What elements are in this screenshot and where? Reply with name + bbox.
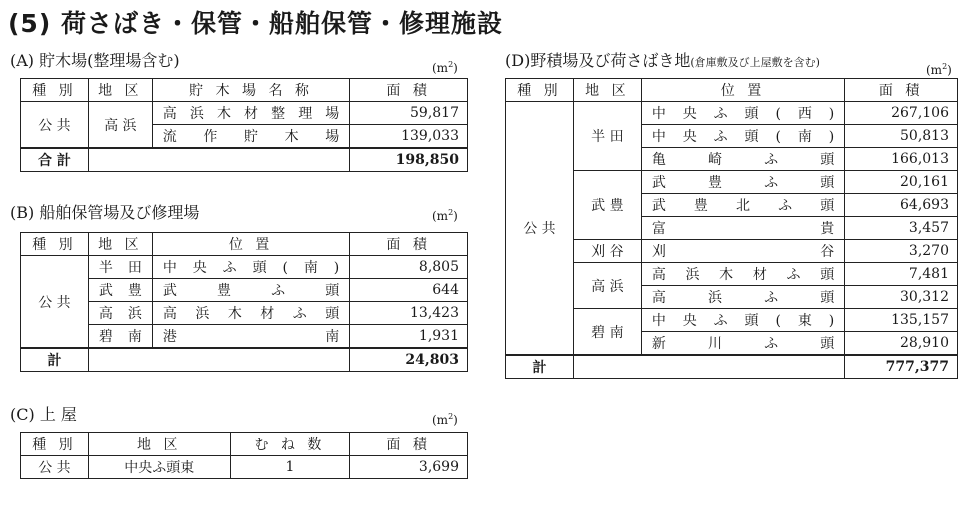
district-cell: 高 浜 [88, 302, 152, 325]
unit-label-c: $(m^2)$ [432, 412, 458, 427]
area-cell: 3,699 [350, 456, 468, 479]
section-a-title: (A) 貯木場(整理場含む) [10, 51, 180, 70]
table-row [506, 263, 958, 286]
col-type: 種 別 [21, 433, 89, 456]
location-cell: 武豊ふ頭 [641, 171, 844, 194]
table-d [505, 78, 958, 379]
area-cell: 30,312 [845, 286, 958, 309]
district-cell: 半 田 [88, 256, 152, 279]
col-area: 面 積 [350, 433, 468, 456]
location-cell: 武豊北ふ頭 [641, 194, 844, 217]
area-cell: 64,693 [845, 194, 958, 217]
location-cell: 港南 [152, 325, 349, 349]
area-cell: 139,033 [350, 125, 468, 149]
col-location: 位 置 [641, 79, 844, 102]
area-cell: 644 [350, 279, 468, 302]
area-cell: 1,931 [350, 325, 468, 349]
area-cell: 28,910 [845, 332, 958, 356]
col-district: 地 区 [88, 233, 152, 256]
page-title: (5) 荷さばき・保管・船舶保管・修理施設 [8, 9, 503, 38]
table-row [506, 102, 958, 125]
col-district: 地 区 [88, 433, 230, 456]
district-cell: 武 豊 [88, 279, 152, 302]
total-row [506, 355, 958, 379]
location-cell: 高浜木材ふ頭 [152, 302, 349, 325]
name-cell: 流作貯木場 [152, 125, 350, 149]
table-d-header [506, 79, 958, 102]
type-cell: 公 共 [21, 256, 89, 349]
location-cell: 富貴 [641, 217, 844, 240]
col-type: 種 別 [21, 79, 89, 102]
col-location: 位 置 [152, 233, 349, 256]
location-cell: 武豊ふ頭 [152, 279, 349, 302]
total-row [21, 148, 468, 172]
section-d-subtitle: (倉庫敷及び上屋敷を含む) [690, 56, 820, 69]
location-cell: 中央ふ頭(東) [641, 309, 844, 332]
location-cell: 高浜ふ頭 [641, 286, 844, 309]
unit-label-b: $(m^2)$ [432, 208, 458, 223]
unit-label-a: $(m^2)$ [432, 60, 458, 75]
total-row [21, 348, 468, 372]
location-cell: 中央ふ頭(南) [641, 125, 844, 148]
section-c-title: (C) 上 屋 [10, 405, 77, 424]
type-cell: 公 共 [506, 102, 574, 356]
table-row [506, 240, 958, 263]
col-district: 地 区 [88, 79, 152, 102]
count-cell: 1 [230, 456, 350, 479]
table-row [506, 309, 958, 332]
district-cell: 高 浜 [88, 102, 152, 149]
area-cell: 3,270 [845, 240, 958, 263]
area-cell: 166,013 [845, 148, 958, 171]
location-cell: 高浜木材ふ頭 [641, 263, 844, 286]
location-cell: 亀崎ふ頭 [641, 148, 844, 171]
location-cell: 新川ふ頭 [641, 332, 844, 356]
district-cell: 刈 谷 [573, 240, 641, 263]
col-area: 面 積 [845, 79, 958, 102]
district-cell: 半 田 [573, 102, 641, 171]
col-district: 地 区 [573, 79, 641, 102]
district-cell: 中央ふ頭東 [88, 456, 230, 479]
table-row [21, 256, 468, 279]
area-cell: 13,423 [350, 302, 468, 325]
col-count: む ね 数 [230, 433, 350, 456]
table-a [20, 78, 468, 172]
table-row [506, 171, 958, 194]
table-row [21, 102, 468, 125]
location-cell: 刈谷 [641, 240, 844, 263]
total-label: 合 計 [21, 148, 89, 172]
total-label: 計 [506, 355, 574, 379]
total-value: 777,377 [845, 355, 958, 379]
table-b [20, 232, 468, 372]
table-b-header [21, 233, 468, 256]
col-name: 貯 木 場 名 称 [152, 79, 350, 102]
total-value: 198,850 [350, 148, 468, 172]
area-cell: 59,817 [350, 102, 468, 125]
total-label: 計 [21, 348, 89, 372]
unit-label-d: $(m^2)$ [926, 62, 952, 77]
area-cell: 135,157 [845, 309, 958, 332]
table-row [21, 279, 468, 302]
table-c-header [21, 433, 468, 456]
area-cell: 8,805 [350, 256, 468, 279]
area-cell: 20,161 [845, 171, 958, 194]
area-cell: 50,813 [845, 125, 958, 148]
type-cell: 公 共 [21, 102, 89, 149]
area-cell: 3,457 [845, 217, 958, 240]
table-row [21, 325, 468, 349]
total-value: 24,803 [350, 348, 468, 372]
col-area: 面 積 [350, 233, 468, 256]
col-area: 面 積 [350, 79, 468, 102]
name-cell: 高浜木材整理場 [152, 102, 350, 125]
type-cell: 公 共 [21, 456, 89, 479]
location-cell: 中央ふ頭(西) [641, 102, 844, 125]
area-cell: 267,106 [845, 102, 958, 125]
table-c [20, 432, 468, 479]
district-cell: 碧 南 [88, 325, 152, 349]
section-d-title: (D)野積場及び荷さばき地(倉庫敷及び上屋敷を含む) [505, 51, 820, 70]
location-cell: 中央ふ頭(南) [152, 256, 349, 279]
section-b-title: (B) 船舶保管場及び修理場 [10, 203, 200, 222]
table-row [21, 456, 468, 479]
area-cell: 7,481 [845, 263, 958, 286]
col-type: 種 別 [506, 79, 574, 102]
table-a-header [21, 79, 468, 102]
district-cell: 武 豊 [573, 171, 641, 240]
district-cell: 碧 南 [573, 309, 641, 356]
district-cell: 高 浜 [573, 263, 641, 309]
table-row [21, 302, 468, 325]
col-type: 種 別 [21, 233, 89, 256]
